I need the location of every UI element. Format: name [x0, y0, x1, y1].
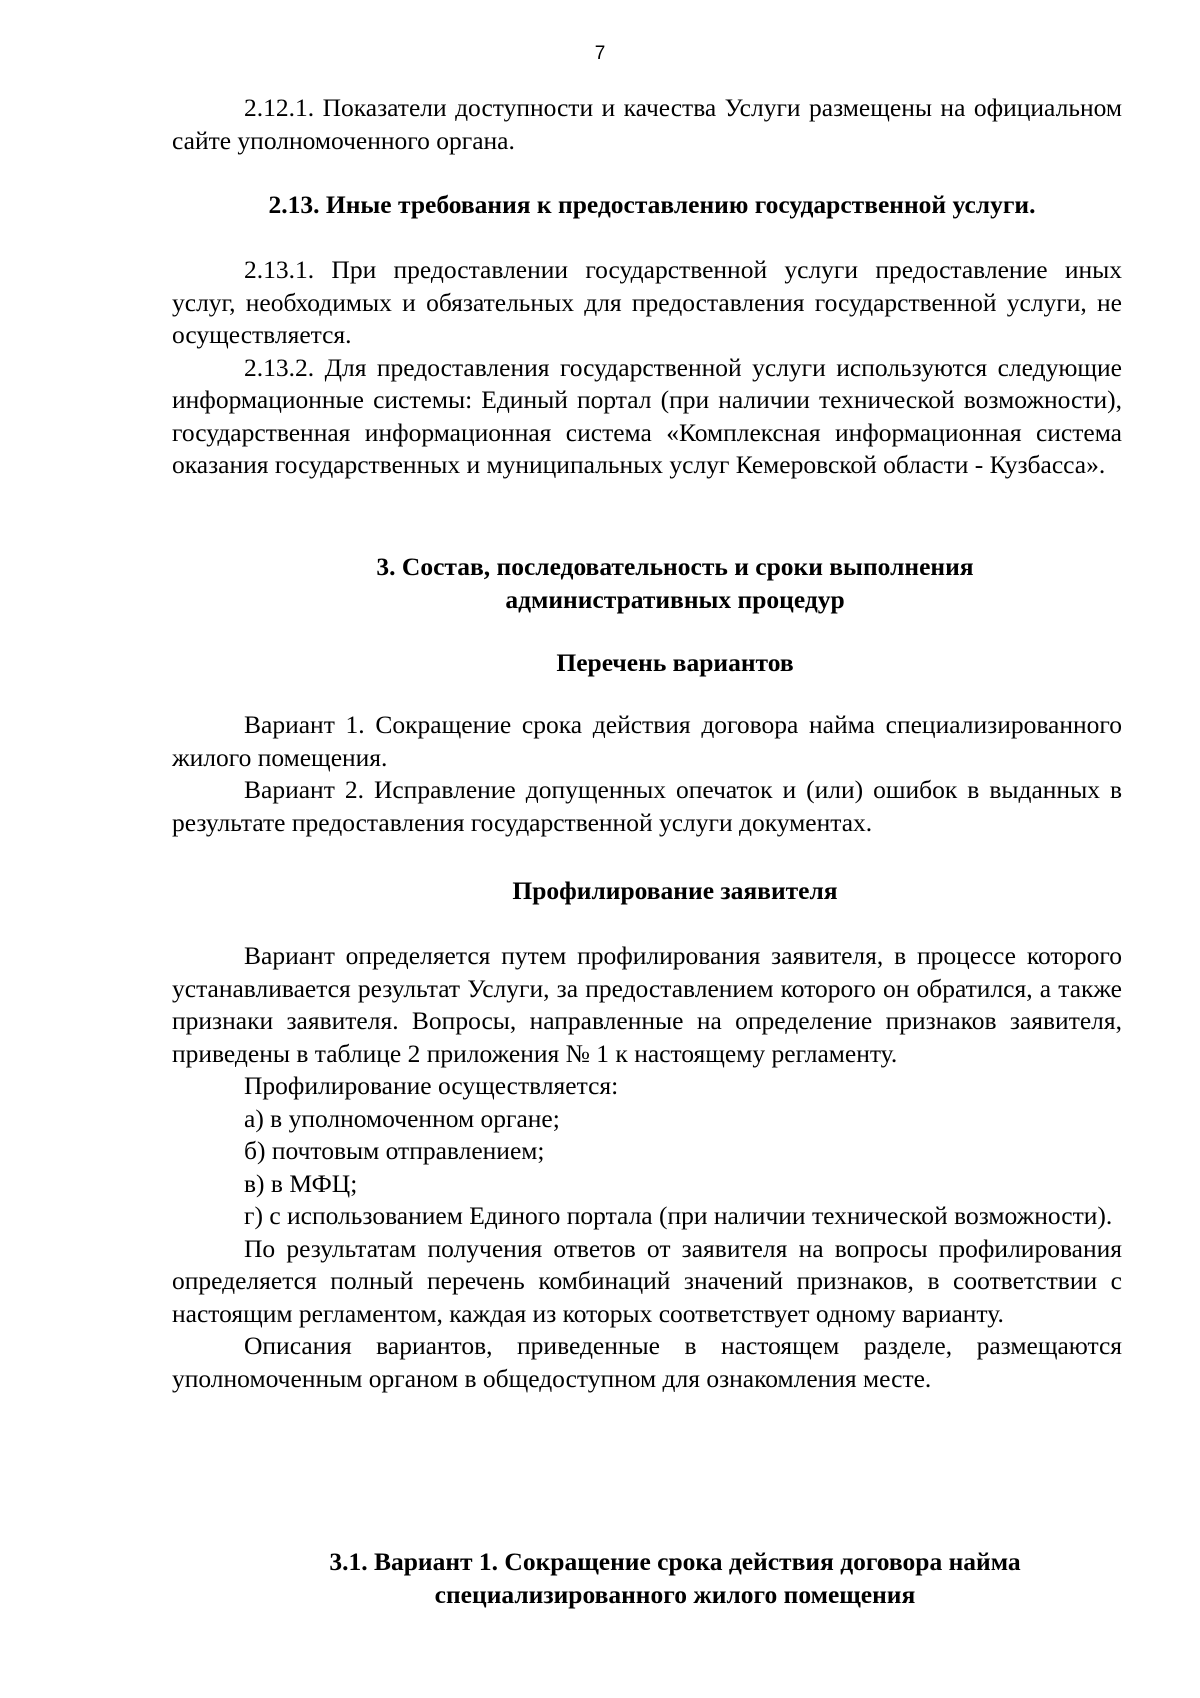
list-item-v: в) в МФЦ;: [244, 1168, 358, 1198]
list-item-b: б) почтовым отправлением;: [244, 1136, 545, 1165]
heading-section-3-line2: административных процедур: [505, 584, 845, 614]
section-profilirovanie: [172, 940, 1122, 1395]
paragraph-prof-3: По результатам получения ответов от заявителя на вопросы профилирования определяется полный перечень комбинаций значений признаков, в соответствии с настоящим регламентом, каждая из которых соответствует одному варианту.: [172, 1233, 1122, 1328]
heading-section-3-1-line1: 3.1. Вариант 1. Сокращение срока действия договора найма: [329, 1547, 1021, 1576]
paragraph-variant-2: Вариант 2. Исправление допущенных опечаток и (или) ошибок в выданных в результате предоставления государственной услуги документах.: [172, 775, 1122, 837]
paragraph-2-12-1: 2.12.1. Показатели доступности и качества Услуги размещены на официальном сайте уполномоченного органа.: [172, 93, 1122, 155]
heading-section-3: [172, 551, 1122, 616]
paragraph-prof-1: Вариант определяется путем профилирования заявителя, в процессе которого устанавливается результат Услуги, за предоставлением которого он обратился, а также признаки заявителя. Вопросы, направленные на определение признаков заявителя, приведены в таблице 2 приложения № 1 к настоящему регламенту.: [172, 941, 1122, 1068]
section-2-12-1: [172, 92, 1122, 157]
heading-2-13: 2.13. Иные требования к предоставлению государственной услуги.: [268, 190, 1036, 219]
list-item-g: г) с использованием Единого портала (при наличии технической возможности).: [244, 1201, 1113, 1230]
heading-perechen-variantov: Перечень вариантов: [556, 648, 794, 677]
paragraph-prof-4: Описания вариантов, приведенные в настоящем разделе, размещаются уполномоченным органом в общедоступном для ознакомления месте.: [172, 1331, 1122, 1393]
paragraph-2-13-1: 2.13.1. При предоставлении государственной услуги предоставление иных услуг, необходимых и обязательных для предоставления государственной услуги, не осуществляется.: [172, 255, 1122, 349]
section-2-13: [172, 254, 1122, 482]
page-number: 7: [594, 43, 606, 64]
paragraph-variant-1: Вариант 1. Сокращение срока действия договора найма специализированного жилого помещения.: [172, 710, 1122, 772]
heading-section-3-1-line2: специализированного жилого помещения: [434, 1579, 916, 1609]
paragraph-2-13-2: 2.13.2. Для предоставления государственной услуги используются следующие информационные системы: Единый портал (при наличии технической возможности), государственная информационная система «Комплексная информационная система оказания государственных и муниципальных услуг Кемеровской области - Кузбасса».: [172, 352, 1122, 479]
variants-list: [172, 709, 1122, 839]
heading-section-3-1: [172, 1546, 1122, 1611]
list-item-a: а) в уполномоченном органе;: [244, 1103, 560, 1133]
heading-section-3-line1: 3. Состав, последовательность и сроки выполнения: [376, 552, 974, 581]
paragraph-prof-2: Профилирование осуществляется:: [244, 1071, 619, 1100]
heading-profilirovanie: Профилирование заявителя: [512, 876, 838, 905]
